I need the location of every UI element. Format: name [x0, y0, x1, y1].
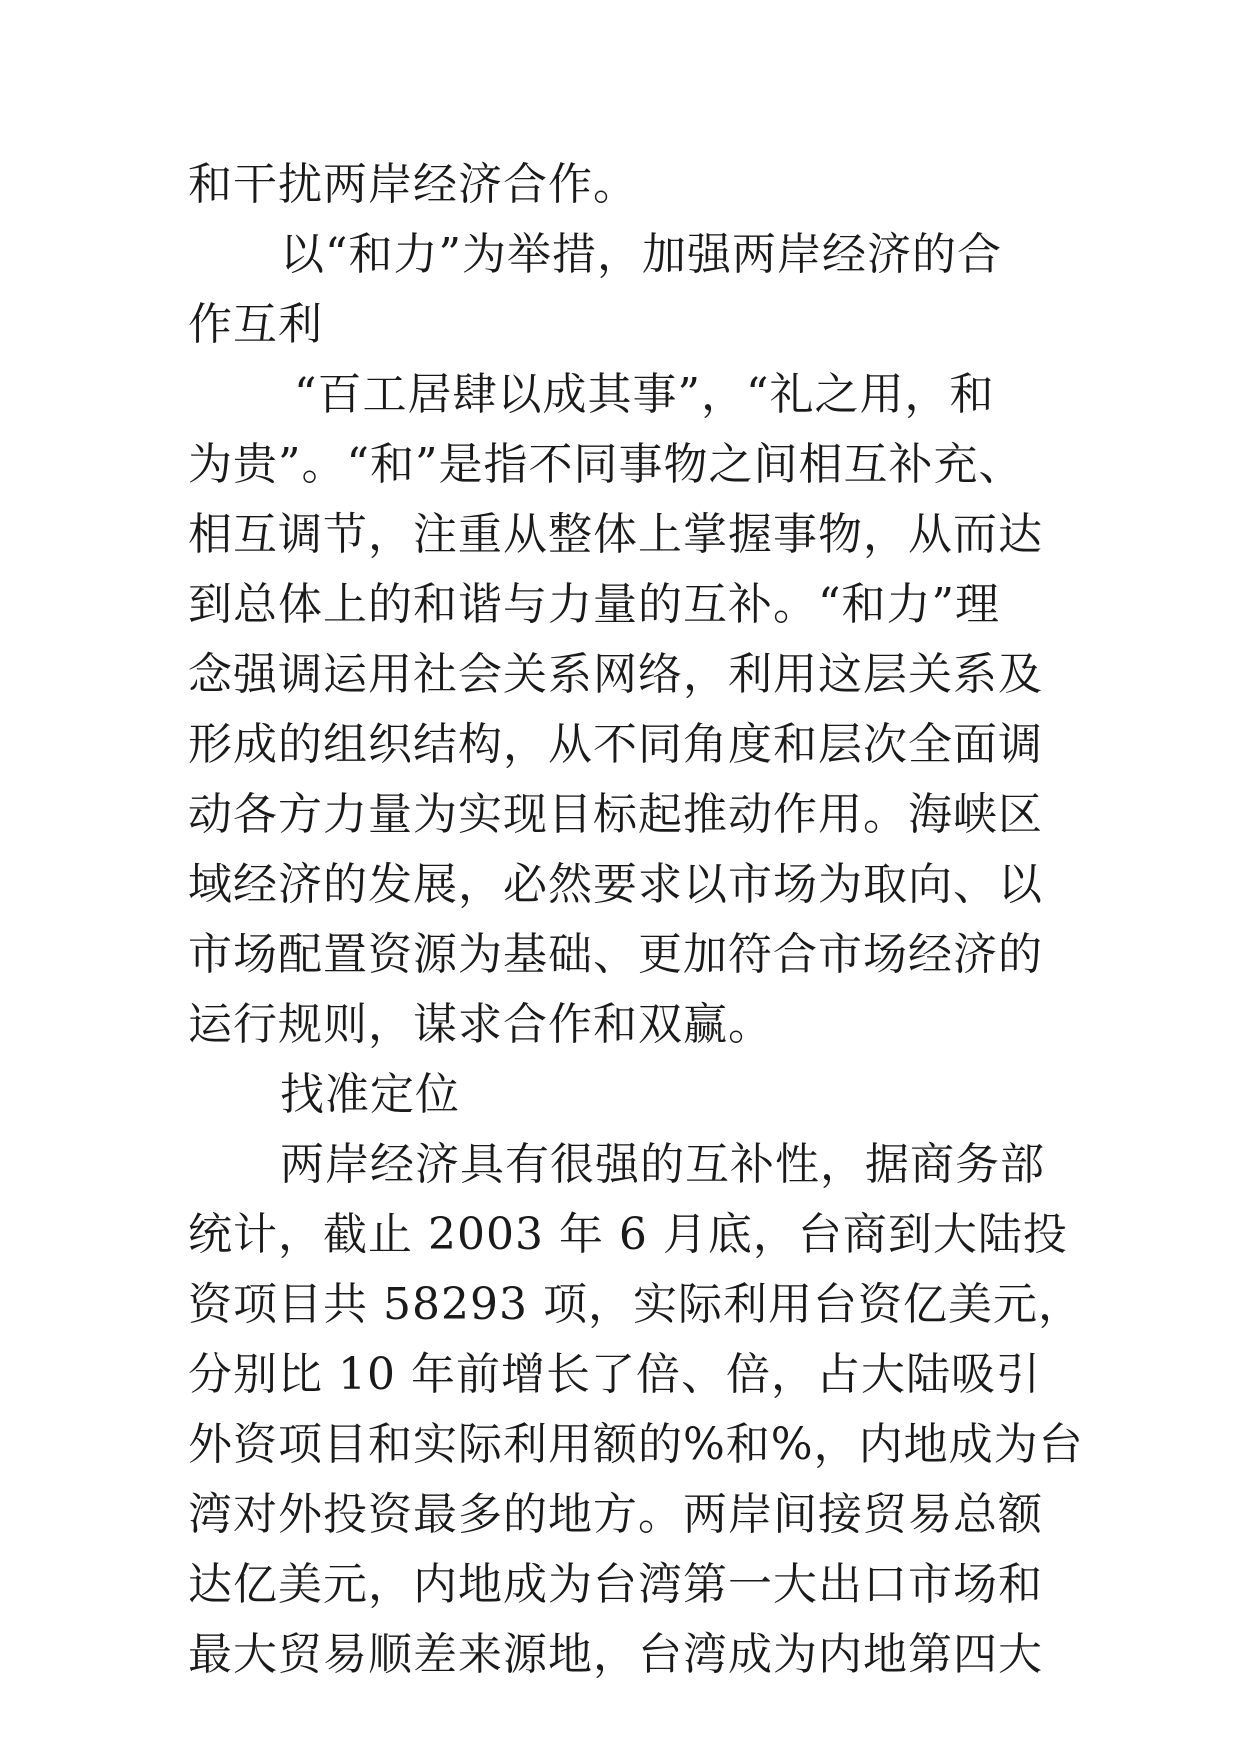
text-line: 相互调节，注重从整体上掌握事物，从而达 [188, 509, 1043, 560]
subheading: 找准定位 [280, 1069, 460, 1120]
text-line: 达亿美元，内地成为台湾第一大出口市场和 [188, 1559, 1043, 1610]
text-line: 域经济的发展，必然要求以市场为取向、以 [188, 859, 1043, 910]
text-line: 最大贸易顺差来源地，台湾成为内地第四大 [188, 1629, 1043, 1680]
text-line: 念强调运用社会关系网络，利用这层关系及 [188, 649, 1043, 700]
text-line: 资项目共 58293 项，实际利用台资亿美元， [188, 1279, 1083, 1330]
text-line: 和干扰两岸经济合作。 [188, 159, 638, 210]
text-line: 市场配置资源为基础、更加符合市场经济的 [188, 929, 1043, 980]
text-line: 湾对外投资最多的地方。两岸间接贸易总额 [188, 1489, 1043, 1540]
text-line: “百工居肆以成其事”，“礼之用，和 [294, 369, 995, 420]
section-heading: 以“和力”为举措，加强两岸经济的合 [280, 229, 1002, 280]
text-line: 分别比 10 年前增长了倍、倍，占大陆吸引 [188, 1349, 1041, 1400]
text-line: 形成的组织结构，从不同角度和层次全面调 [188, 719, 1043, 770]
text-line: 为贵”。“和”是指不同事物之间相互补充、 [188, 439, 1024, 490]
text-line: 动各方力量为实现目标起推动作用。海峡区 [188, 789, 1043, 840]
body-text [188, 150, 1088, 1690]
text-line: 作互利 [188, 299, 323, 350]
text-line: 两岸经济具有很强的互补性，据商务部 [280, 1139, 1045, 1190]
text-line: 到总体上的和谐与力量的互补。“和力”理 [188, 579, 1000, 630]
text-line: 运行规则，谋求合作和双赢。 [188, 999, 773, 1050]
text-line: 外资项目和实际利用额的%和%，内地成为台 [188, 1419, 1084, 1470]
text-line: 统计，截止 2003 年 6 月底，台商到大陆投 [188, 1209, 1068, 1260]
